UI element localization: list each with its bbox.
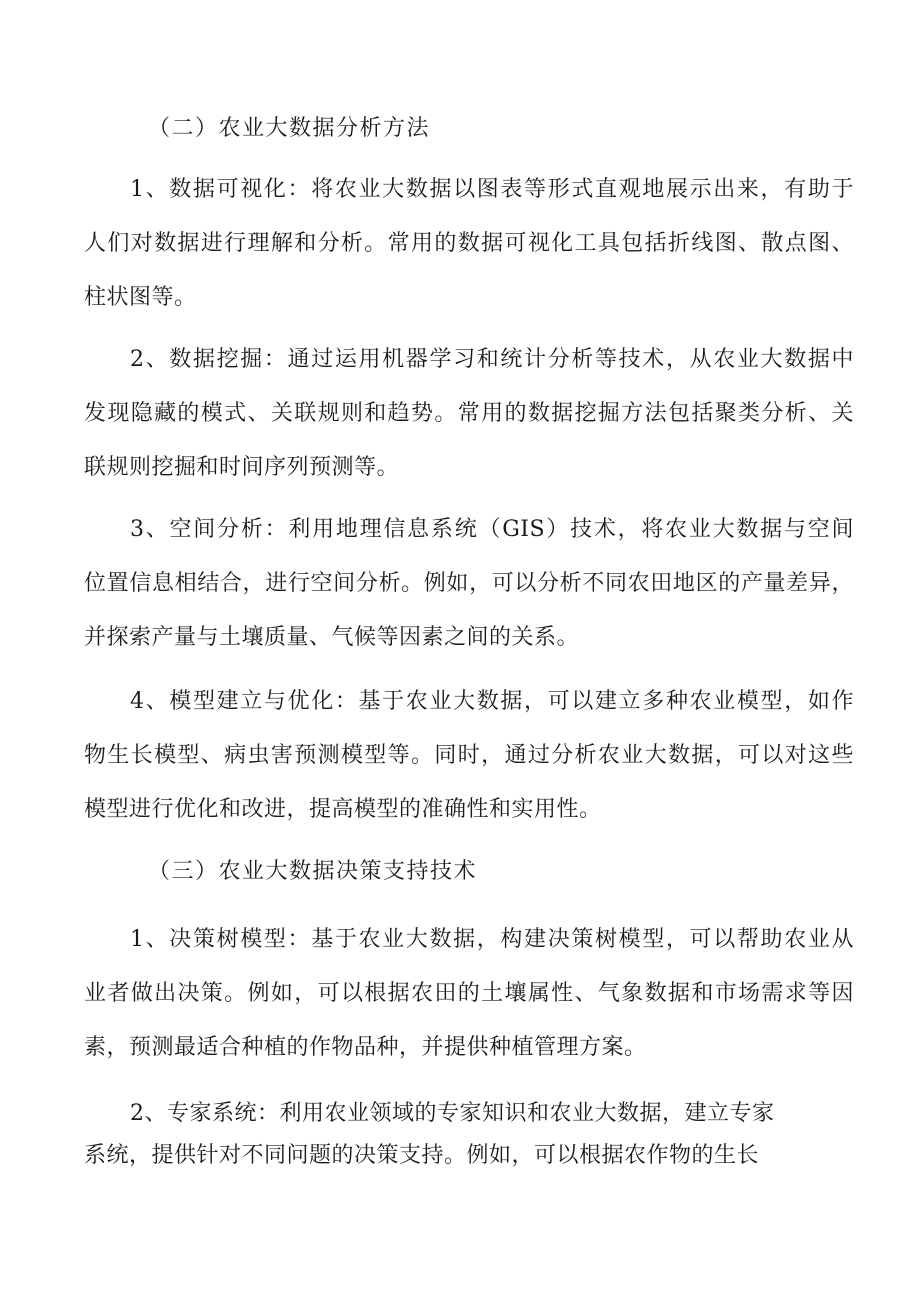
- paragraph-line: 4、模型建立与优化：基于农业大数据，可以建立多种农业模型，如作: [130, 689, 854, 714]
- paragraph-line: 业者做出决策。例如，可以根据农田的土壤属性、气象数据和市场需求等因: [84, 981, 854, 1006]
- paragraph-line: 发现隐藏的模式、关联规则和趋势。常用的数据挖掘方法包括聚类分析、关: [84, 401, 854, 426]
- paragraph-line: 1、决策树模型：基于农业大数据，构建决策树模型，可以帮助农业从: [130, 927, 854, 952]
- paragraph-line: 人们对数据进行理解和分析。常用的数据可视化工具包括折线图、散点图、: [84, 231, 854, 256]
- paragraph-line: 联规则挖掘和时间序列预测等。: [84, 455, 400, 480]
- paragraph-line: 并探索产量与土壤质量、气候等因素之间的关系。: [84, 625, 580, 650]
- paragraph-line: 1、数据可视化：将农业大数据以图表等形式直观地展示出来，有助于: [130, 177, 854, 202]
- paragraph-line: 素，预测最适合种植的作物品种，并提供种植管理方案。: [84, 1035, 647, 1060]
- paragraph-line: 模型进行优化和改进，提高模型的准确性和实用性。: [84, 797, 602, 822]
- paragraph-line: 系统，提供针对不同问题的决策支持。例如，可以根据农作物的生长: [84, 1143, 760, 1168]
- paragraph-line: 物生长模型、病虫害预测模型等。同时，通过分析农业大数据，可以对这些: [84, 743, 854, 768]
- paragraph-line: 2、专家系统：利用农业领域的专家知识和农业大数据，建立专家: [130, 1101, 775, 1126]
- section-heading-analysis-methods: （二）农业大数据分析方法: [148, 116, 431, 141]
- section-heading-decision-support: （三）农业大数据决策支持技术: [148, 859, 478, 884]
- paragraph-line: 2、数据挖掘：通过运用机器学习和统计分析等技术，从农业大数据中: [130, 347, 854, 372]
- paragraph-line: 柱状图等。: [84, 285, 197, 310]
- paragraph-line: 3、空间分析：利用地理信息系统（GIS）技术，将农业大数据与空间: [130, 517, 854, 542]
- paragraph-line: 位置信息相结合，进行空间分析。例如，可以分析不同农田地区的产量差异，: [84, 571, 854, 596]
